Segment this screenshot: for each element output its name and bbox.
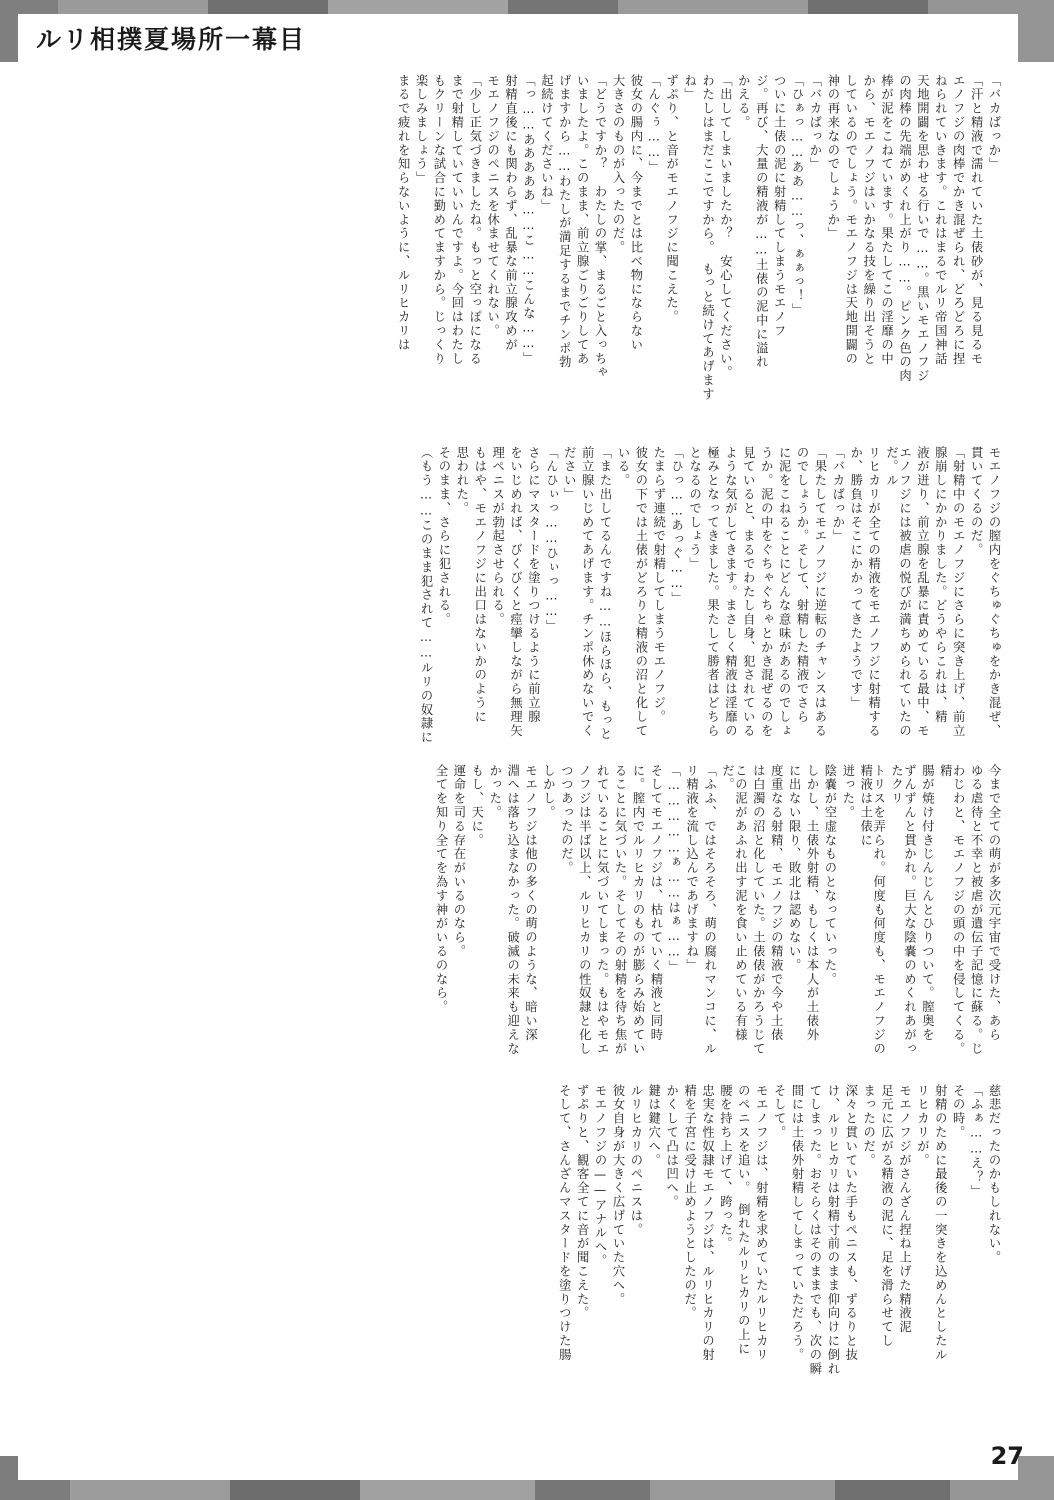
- text-column: 射精のために最後の一突きを込めんとしたル: [933, 1084, 948, 1362]
- text-column: 腰を持ち上げて、跨った。: [718, 1084, 733, 1251]
- text-column: かくして凸は凹へ。: [664, 1084, 679, 1210]
- text-column: 前立腺いじめてあげます。チンポ休めないでく: [580, 446, 595, 738]
- text-column: 楽しみましょう」: [414, 74, 428, 186]
- text-column: となるのでしょう」: [687, 446, 702, 572]
- text-column: 見ていると、まるでわたし自身、犯されている: [741, 446, 756, 738]
- text-column: いる。: [615, 446, 630, 488]
- text-column: 思われた。: [454, 446, 469, 516]
- text-column: 間には土俵外射精してしまっていただろう。: [790, 1084, 805, 1362]
- text-column: 全てを知り全てを為す神がいるのなら。: [434, 764, 448, 1015]
- text-column: 極みとなってきました。果たして勝者はどちら: [705, 446, 720, 738]
- text-column: モエノフジは、射精を求めていたルリヒカリ: [754, 1084, 769, 1362]
- text-column: ることに気づいた。そしてその射精を待ち焦が: [613, 764, 628, 1056]
- text-column: から、モエノフジはいかなる技を繰り出そうと: [861, 74, 876, 366]
- text-column: モエノフジの——アナルへ。: [593, 1084, 608, 1269]
- text-column: 「汗と精液で濡れていた土俵砂が、見る見るモ: [969, 74, 984, 366]
- text-column: 「また出してるんですね……ほらほら、もっと: [598, 446, 613, 742]
- text-column: 腸が焼け付きじんじんとひりついて。膣奥を: [920, 764, 935, 1042]
- text-column: 彼女自身が大きく広げていた穴へ。: [610, 1084, 625, 1307]
- text-column: リ精液を流し込んであげますね」: [684, 764, 699, 973]
- text-column: リヒカリが。: [915, 1084, 930, 1168]
- text-column: いましたよ。このまま、前立腺ごりごりしてあ: [575, 74, 590, 366]
- text-column: 「バカばっか」: [987, 74, 1001, 172]
- text-column: しかし。: [541, 764, 556, 820]
- text-column: のでしょうか。そして、射精した精液でさら: [795, 446, 810, 724]
- text-column: 神の再来なのでしょうか」: [825, 74, 840, 241]
- text-block-4: [40, 1084, 1000, 1394]
- text-column: 「ふぁ……え？」: [969, 1084, 984, 1199]
- text-column: もし、天に。: [469, 764, 484, 848]
- text-column: 運命を司る存在がいるのなら。: [451, 764, 466, 959]
- text-column: まで射精していていいんですよ。今回はわたし: [449, 74, 464, 366]
- text-column: 「バカばっか」: [830, 446, 845, 544]
- text-column: の肉棒の先端がめくれ上がり……。ピンク色の肉: [897, 74, 912, 384]
- text-column: れていることに気づいてしまった。もはやモエ: [595, 764, 610, 1056]
- text-column: かった。: [487, 764, 502, 820]
- text-column: 彼女の下では土俵がどろりと精液の沼と化して: [633, 446, 648, 738]
- text-column: 「んぐぅ……」: [646, 74, 661, 175]
- text-column: 度重なる射精、モエノフジの精液で今や土俵: [769, 764, 784, 1042]
- text-column: この泥があふれ出す泥を食い止めている有様だ。: [720, 764, 748, 1042]
- text-column: モエノフジは他の多くの萌のような、暗い深: [523, 764, 538, 1042]
- text-column: ずんずんと貫かれ。巨大な陰嚢のめくれあがったクリ: [889, 764, 917, 1056]
- text-column: をいじめれば、びくびくと痙攣しながら無理矢: [508, 446, 523, 738]
- text-column: 「少し正気づきましたね。もっと空っぽになる: [467, 74, 482, 366]
- text-column: 今まで全ての萌が多次元宇宙で受けた、あら: [987, 764, 1001, 1042]
- text-column: 腺崩しにかかりました。どうやらこれは、精: [933, 446, 948, 724]
- text-block-3: [40, 764, 1000, 1064]
- text-column: 足元に広がる精液の泥に、足を滑らせてし: [879, 1084, 894, 1349]
- text-column: わたしはまだここですから。 もっと続けてあげます: [700, 74, 715, 402]
- text-column: ような気がしてきます。まさしく精液は淫靡の: [723, 446, 738, 738]
- text-column: 理ペニスが勃起させられる。: [490, 446, 505, 627]
- chapter-title: ルリ相撲夏場所一幕目: [36, 25, 307, 54]
- text-column: そして、さんざんマスタードを塗りつけた腸: [557, 1084, 572, 1362]
- text-column: は白濁の沼と化していた。土俵俵がかろうじて: [751, 764, 766, 1056]
- text-column: 起続けてくださいね」: [539, 74, 554, 213]
- text-column: ださい」: [562, 446, 577, 502]
- text-column: げますから……わたしが満足するまでチンポ勃: [557, 74, 572, 370]
- text-column: 迸った。: [840, 764, 855, 820]
- text-column: しているのでしょう。モエノフジは天地開闢の: [843, 74, 858, 366]
- text-column: 「っ……あああああ……こ……こんな……」: [521, 74, 536, 366]
- text-column: 棒が泥をこねています。果たしてこの淫靡の中: [879, 74, 894, 366]
- text-column: モエノフジのペニスを休ませてくれない。: [485, 74, 500, 339]
- text-column: 射精直後にも関わらず、乱暴な前立腺攻めが: [503, 74, 518, 352]
- text-column: 「果たしてモエノフジに逆転のチャンスはある: [812, 446, 827, 738]
- text-column: たまらず連続で射精してしまうモエノフジ。: [651, 446, 666, 724]
- text-column: （もう……このまま犯されて……ルリの奴隷に: [419, 446, 433, 745]
- text-column: ついに土俵の泥に射精してしまうモエノフ: [772, 74, 787, 339]
- text-column: ゆる虐待と不幸と被虐が遺伝子記憶に蘇る。じ: [969, 764, 984, 1056]
- text-column: ずぷり、と音がモエノフジに聞こえた。: [664, 74, 679, 325]
- text-column: のペニスを追い。 倒れたルリヒカリの上に: [736, 1084, 751, 1356]
- text-column: 淵へは落ち込まなかった。破滅の未来も迎えな: [505, 764, 520, 1056]
- text-column: 液が迸り、前立腺を乱暴に責めている最中、モ: [915, 446, 930, 738]
- text-column: その時。: [951, 1084, 966, 1140]
- text-column: ね」: [682, 74, 697, 102]
- text-column: 「……………ぁ……はぁ……」: [666, 764, 681, 974]
- text-column: つつあったのだ。: [559, 764, 574, 876]
- text-column: トリスを弄られ。何度も何度も、モエノフジの精液は土俵に: [858, 764, 886, 1056]
- text-column: 忠実な性奴隷モエノフジは、ルリヒカリの射: [700, 1084, 715, 1362]
- text-column: エノフジの肉棒でかき混ぜられ、どろどろに捏: [951, 74, 966, 366]
- text-column: 慈悲だったのかもしれない。: [987, 1084, 1001, 1265]
- text-column: 陰嚢が空虚なものとなっていった。: [822, 764, 837, 987]
- text-column: ずぷりと、観客全てに音が聞こえた。: [575, 1084, 590, 1321]
- text-column: に泥をこねることにどんな意味があるのでしょ: [777, 446, 792, 738]
- text-column: ねられていきます。これはまるでルリ帝国神話: [933, 74, 948, 366]
- text-column: 「ふふ、ではそろそろ、萌の腐れマンコに、ル: [702, 764, 717, 1056]
- text-column: モエノフジがさんざん捏ね上げた精液泥: [897, 1084, 912, 1335]
- text-column: 「バカばっか」: [807, 74, 822, 172]
- text-column: か、勝負はそこにかかってきたようです」: [848, 446, 863, 711]
- text-column: 彼女の腸内に、今までとは比べ物にならない: [628, 74, 643, 352]
- text-column: ルリヒカリのペニスは。: [628, 1084, 643, 1237]
- text-column: さらにマスタードを塗りつけるように前立腺: [526, 446, 541, 724]
- text-column: 「ひっ……あっぐ……」: [669, 446, 684, 606]
- text-column: まったのだ。: [861, 1084, 876, 1168]
- text-column: エノフジには被虐の悦びが満ちめられていたのだ。ル: [884, 446, 912, 738]
- text-column: そしてモエノフジは、枯れていく精液と同時: [648, 764, 663, 1042]
- text-column: 貫いてくるのだ。: [969, 446, 984, 558]
- text-column: ジ。再び、大量の精液が……土俵の泥中に溢れ: [754, 74, 769, 370]
- text-column: 「出してしまいましたか？ 安心してください。: [718, 74, 733, 380]
- text-column: うか。泥の中をぐちゃぐちゃとかき混ぜるのを: [759, 446, 774, 738]
- text-column: モエノフジの膣内をぐちゅぐちゅをかき混ぜ、: [987, 446, 1001, 738]
- page-number: 27: [990, 1442, 1024, 1470]
- text-column: 「ひぁっ……ああ……っ、ぁぁっ！」: [790, 74, 805, 318]
- text-column: に出ない限り、敗北は認めない。: [787, 764, 802, 973]
- text-column: 「どうですか？ わたしの掌、まるごと入っちゃ: [593, 74, 608, 380]
- text-column: そして。: [772, 1084, 787, 1140]
- text-column: 鍵は鍵穴へ。: [646, 1084, 661, 1168]
- text-column: わじわと、モエノフジの頭の中を侵してくる。精: [938, 764, 966, 1056]
- text-column: かえる。: [736, 74, 751, 130]
- text-column: もクリーンな試合に勤めてますから。じっくり: [431, 74, 446, 366]
- text-block-2: [40, 446, 1000, 746]
- text-column: まるで疲れを知らないように、ルリヒカリは: [396, 74, 411, 352]
- text-column: 天地開闢を思わせる行いで……。黒いモエノフジ: [915, 74, 930, 384]
- text-column: リヒカリが全ての精液をモエノフジに射精する: [866, 446, 881, 738]
- text-column: に。膣内でルリヒカリのものが膨らみ始めてい: [630, 764, 645, 1056]
- text-column: 「射精中のモエノフジにさらに突き上げ、前立: [951, 446, 966, 738]
- text-block-1: [40, 74, 1000, 434]
- text-column: しかし、土俵外射精、もしくは本人が土俵外: [805, 764, 820, 1042]
- text-column: 精を子宮に受け止めようとしたのだ。: [682, 1084, 697, 1321]
- text-column: 深々と貫いていた手もペニスも、ずるりと抜: [843, 1084, 858, 1362]
- text-column: 「んひぃっ……ひぃっ……」: [544, 446, 559, 634]
- text-column: そのまま、さらに犯される。: [436, 446, 451, 627]
- body-text-area: [40, 74, 1000, 1434]
- text-column: ノフジは半ば以上、ルリヒカリの性奴隷と化し: [577, 764, 592, 1056]
- text-column: もはや、モエノフジに出口はないかのように: [472, 446, 487, 724]
- text-column: け、ルリヒカリは射精寸前のまま仰向けに倒れ: [825, 1084, 840, 1376]
- text-column: てしまった。おそらくはそのままでも、次の瞬: [807, 1084, 822, 1376]
- text-column: 大きさのものが入ったのだ。: [610, 74, 625, 255]
